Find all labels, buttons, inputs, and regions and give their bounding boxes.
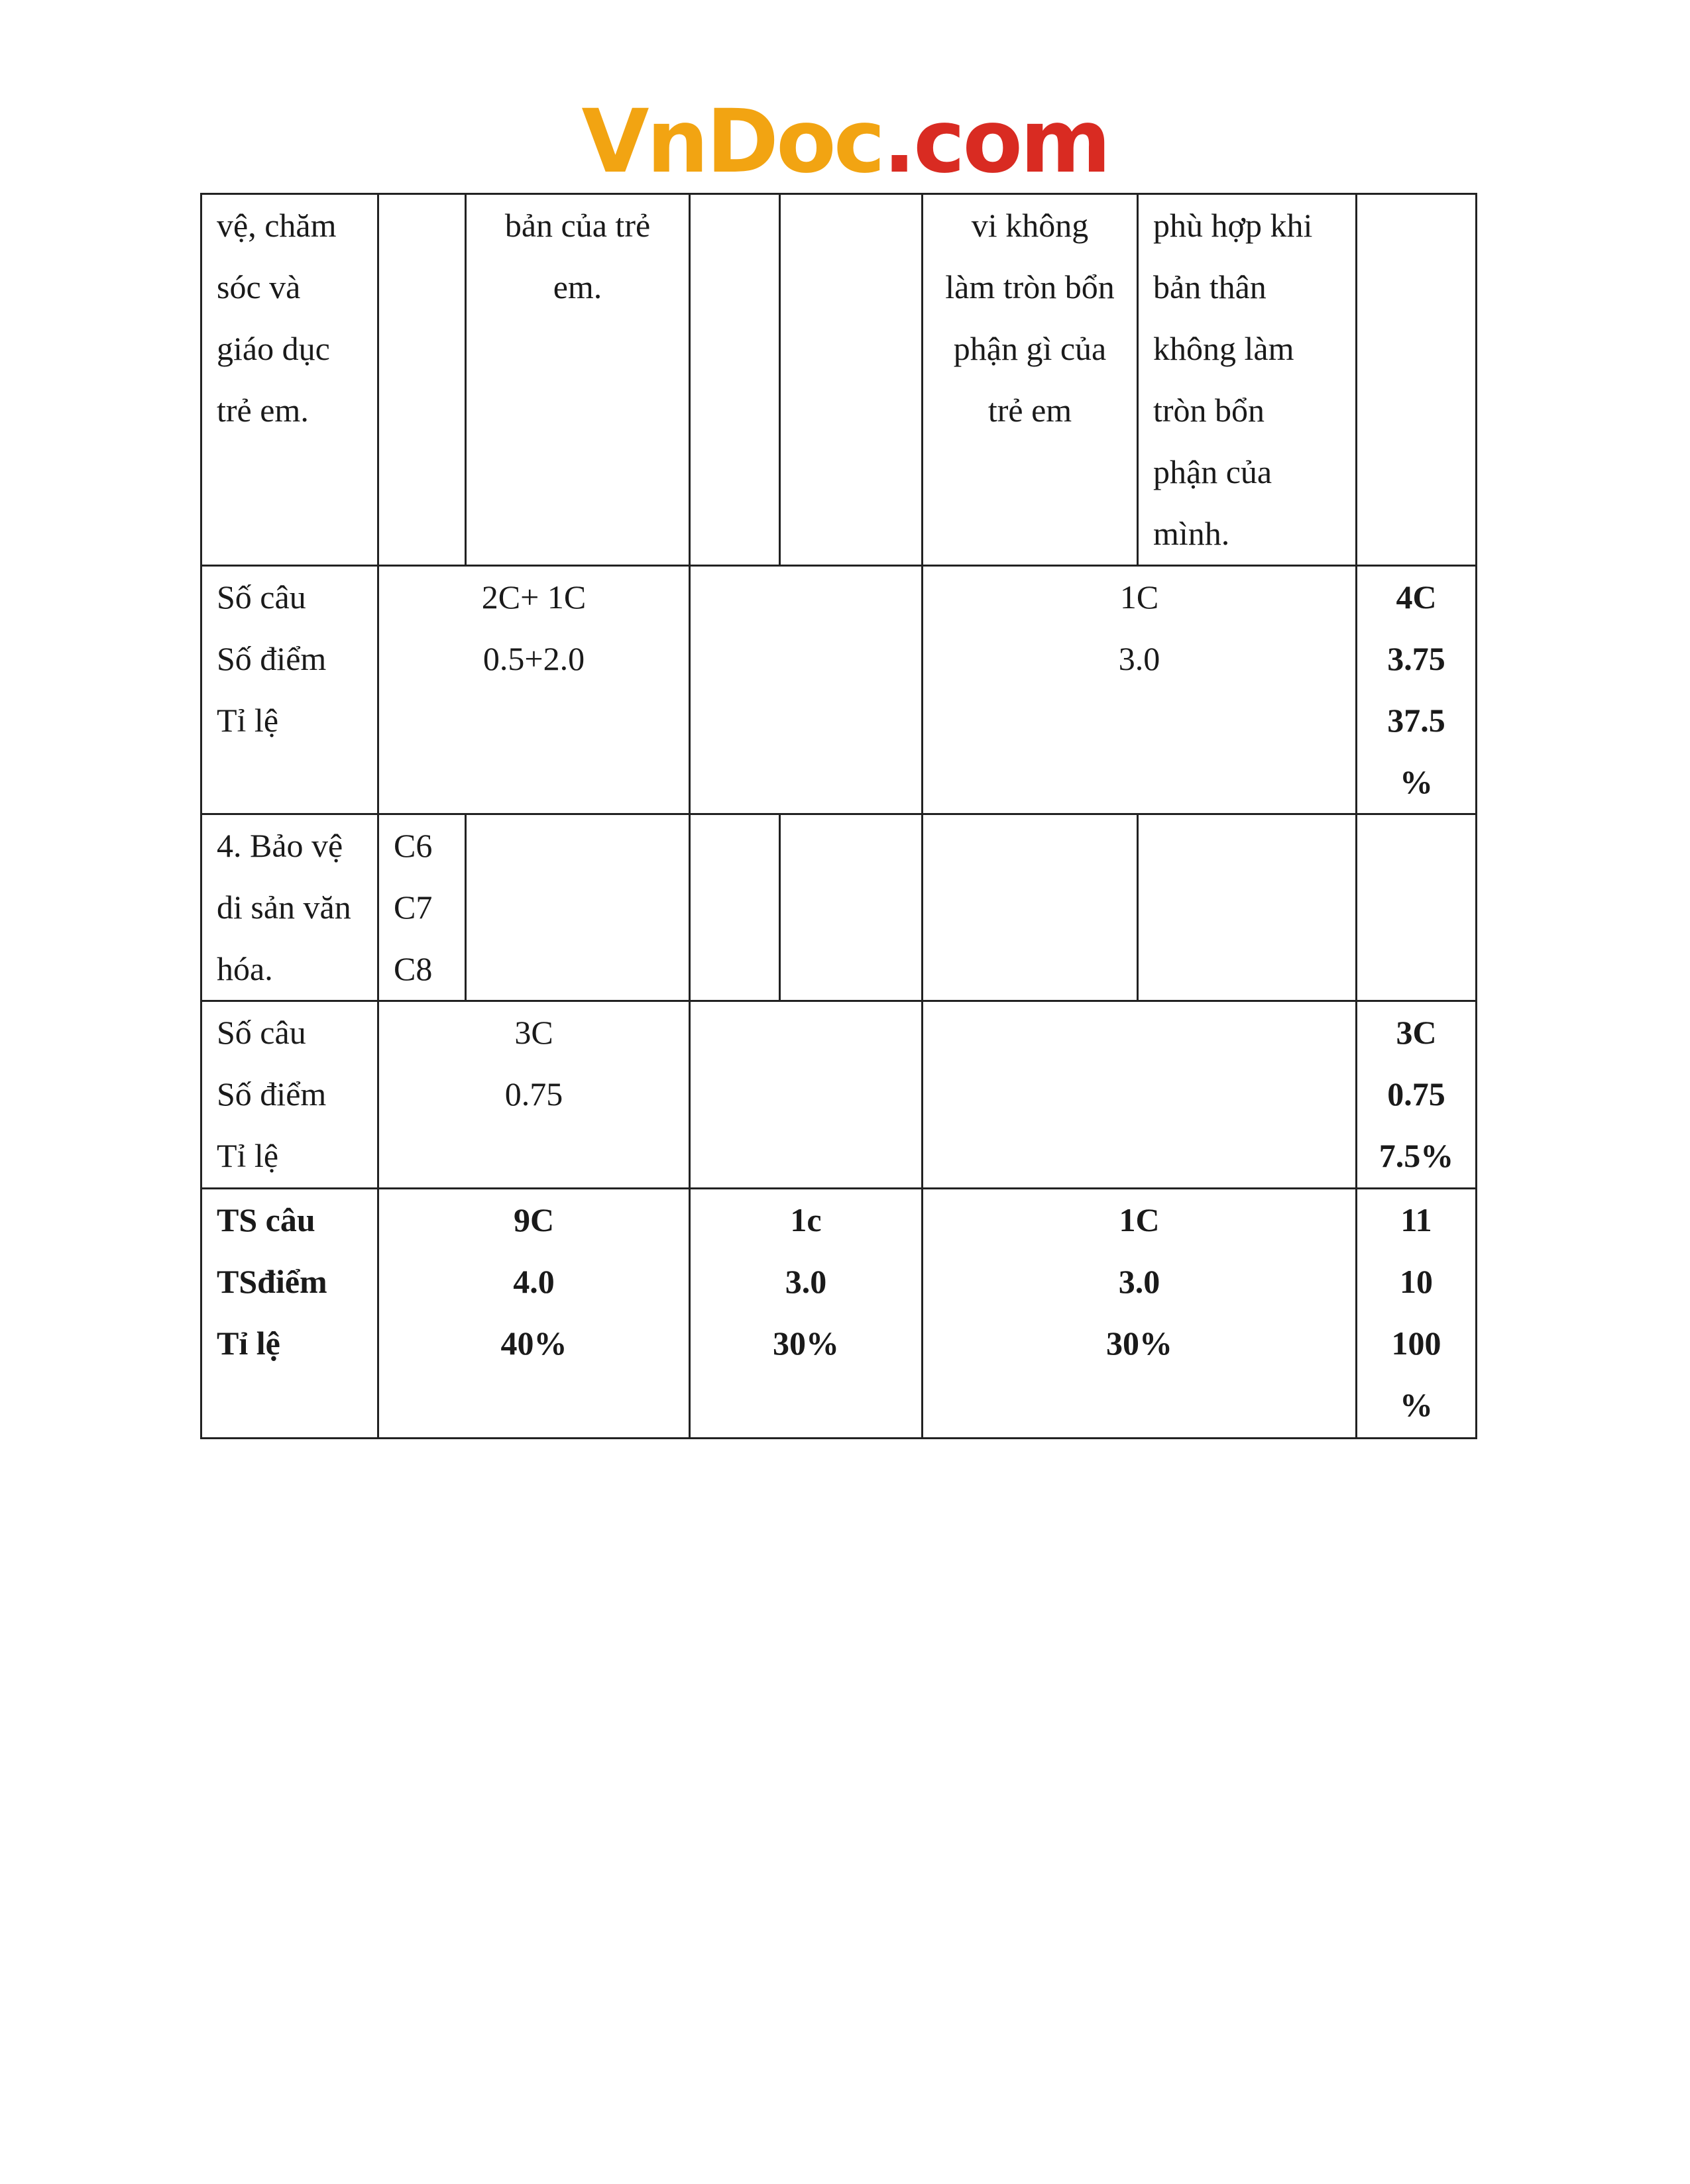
grand-total: 11 10 100 % (1357, 1189, 1477, 1439)
empty-cell (1138, 814, 1357, 1001)
summary-recognition: 3C 0.75 (378, 1001, 690, 1189)
empty-cell (1357, 194, 1477, 566)
summary-application: 1C 3.0 (923, 566, 1357, 814)
total-label: TS câu TSđiểm Tỉ lệ (201, 1189, 378, 1439)
application-cell: vi không làm tròn bổn phận gì của trẻ em (923, 194, 1138, 566)
row-topic4 (201, 814, 1477, 1001)
empty-cell (378, 194, 466, 566)
empty-cell (1357, 814, 1477, 1001)
empty-cell (466, 814, 690, 1001)
vndoc-logo (0, 91, 1690, 193)
total-understanding: 1c 3.0 30% (690, 1189, 923, 1439)
empty-cell (923, 814, 1138, 1001)
summary-label: Số câu Số điểm Tỉ lệ (201, 566, 378, 814)
knowledge-cell: bản của trẻ em. (466, 194, 690, 566)
logo-text-com: .com (883, 91, 1109, 193)
summary-total: 3C 0.75 7.5% (1357, 1001, 1477, 1189)
row-summary-topic4 (201, 1001, 1477, 1189)
summary-label: Số câu Số điểm Tỉ lệ (201, 1001, 378, 1189)
matrix-table (200, 193, 1477, 1439)
summary-total: 4C 3.75 37.5 % (1357, 566, 1477, 814)
empty-cell (780, 194, 923, 566)
summary-application (923, 1001, 1357, 1189)
summary-recognition: 2C+ 1C 0.5+2.0 (378, 566, 690, 814)
row-continuation (201, 194, 1477, 566)
empty-cell (690, 194, 780, 566)
question-codes: C6 C7 C8 (378, 814, 466, 1001)
empty-cell (690, 814, 780, 1001)
summary-understanding (690, 566, 923, 814)
row-grand-total (201, 1189, 1477, 1439)
logo-text-vndoc: VnDoc (581, 91, 883, 193)
advanced-application-cell: phù hợp khi bản thân không làm tròn bổn phận của mình. (1138, 194, 1357, 566)
empty-cell (780, 814, 923, 1001)
summary-understanding (690, 1001, 923, 1189)
topic-cell: 4. Bảo vệ di sản văn hóa. (201, 814, 378, 1001)
total-recognition: 9C 4.0 40% (378, 1189, 690, 1439)
topic-cell: vệ, chăm sóc và giáo dục trẻ em. (201, 194, 378, 566)
row-summary-topic3 (201, 566, 1477, 814)
total-application: 1C 3.0 30% (923, 1189, 1357, 1439)
